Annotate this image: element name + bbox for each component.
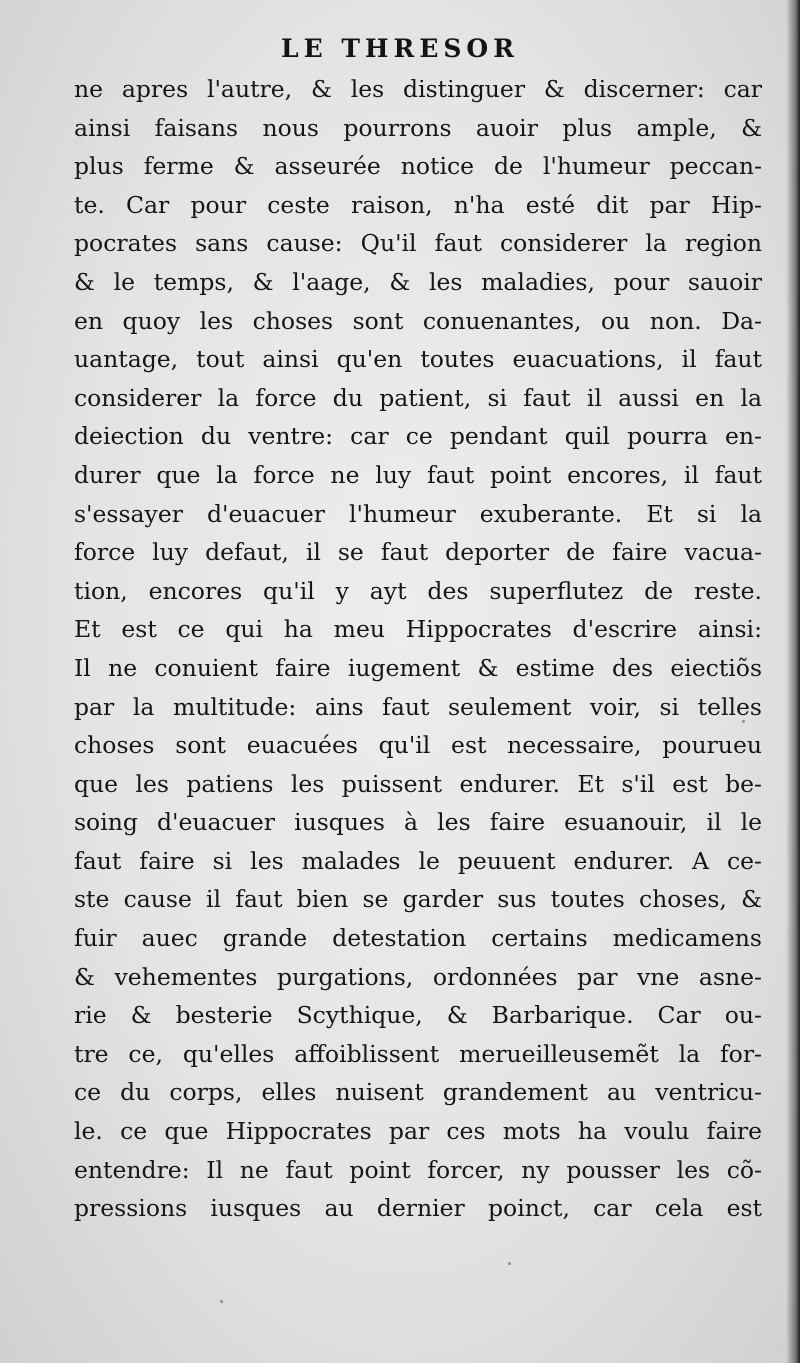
text-line: pressions iusques au dernier poinct, car cela est <box>74 1194 762 1223</box>
text-line: Il ne conuient faire iugement & estime des eiectiõs <box>74 653 762 682</box>
paper-speck <box>220 1300 223 1303</box>
text-line: plus ferme & asseurée notice de l'humeur peccan- <box>74 152 762 181</box>
body-text <box>74 70 762 1228</box>
text-line: en quoy les choses sont conuenantes, ou non. Da- <box>74 306 762 335</box>
text-line: que les patiens les puissent endurer. Et s'il est be- <box>74 769 762 798</box>
text-line: fuir auec grande detestation certains medicamens <box>74 924 762 953</box>
paper-speck <box>508 1262 511 1265</box>
paper-speck <box>742 720 745 723</box>
text-line: durer que la force ne luy faut point encores, il faut <box>74 460 762 489</box>
text-line: ne apres l'autre, & les distinguer & discerner: car <box>74 75 762 103</box>
text-line: entendre: Il ne faut point forcer, ny pousser les cõ- <box>74 1155 762 1184</box>
text-line: tre ce, qu'elles affoiblissent merueilleusemẽt la for- <box>74 1039 762 1068</box>
text-line: force luy defaut, il se faut deporter de faire vacua- <box>74 538 762 567</box>
running-head: LE THRESOR <box>280 34 519 63</box>
text-line: considerer la force du patient, si faut il aussi en la <box>74 383 762 412</box>
text-line: choses sont euacuées qu'il est necessaire, pourueu <box>74 731 762 760</box>
page-edge-shadow <box>786 0 800 1363</box>
text-line: rie & besterie Scythique, & Barbarique. Car ou- <box>74 1001 762 1030</box>
text-line: faut faire si les malades le peuuent endurer. A ce- <box>74 846 762 875</box>
text-line: & vehementes purgations, ordonnées par vne asne- <box>74 962 762 991</box>
text-line: ce du corps, elles nuisent grandement au ventricu- <box>74 1078 762 1107</box>
text-line: s'essayer d'euacuer l'humeur exuberante. Et si la <box>74 499 762 528</box>
text-line: te. Car pour ceste raison, n'ha esté dit par Hip- <box>74 190 762 219</box>
text-line: uantage, tout ainsi qu'en toutes euacuations, il faut <box>74 345 762 374</box>
text-line: tion, encores qu'il y ayt des superflutez de reste. <box>74 576 762 605</box>
text-line: soing d'euacuer iusques à les faire esuanouir, il le <box>74 808 762 837</box>
text-line: le. ce que Hippocrates par ces mots ha voulu faire <box>74 1117 762 1146</box>
text-line: deiection du ventre: car ce pendant quil pourra en- <box>74 422 762 451</box>
text-line: ainsi faisans nous pourrons auoir plus ample, & <box>74 113 762 142</box>
text-line: ste cause il faut bien se garder sus toutes choses, & <box>74 885 762 914</box>
text-line: pocrates sans cause: Qu'il faut considerer la region <box>74 229 762 258</box>
text-line: Et est ce qui ha meu Hippocrates d'escrire ainsi: <box>74 615 762 644</box>
text-line: par la multitude: ains faut seulement voir, si telles <box>74 692 762 721</box>
text-line: & le temps, & l'aage, & les maladies, pour sauoir <box>74 267 762 296</box>
